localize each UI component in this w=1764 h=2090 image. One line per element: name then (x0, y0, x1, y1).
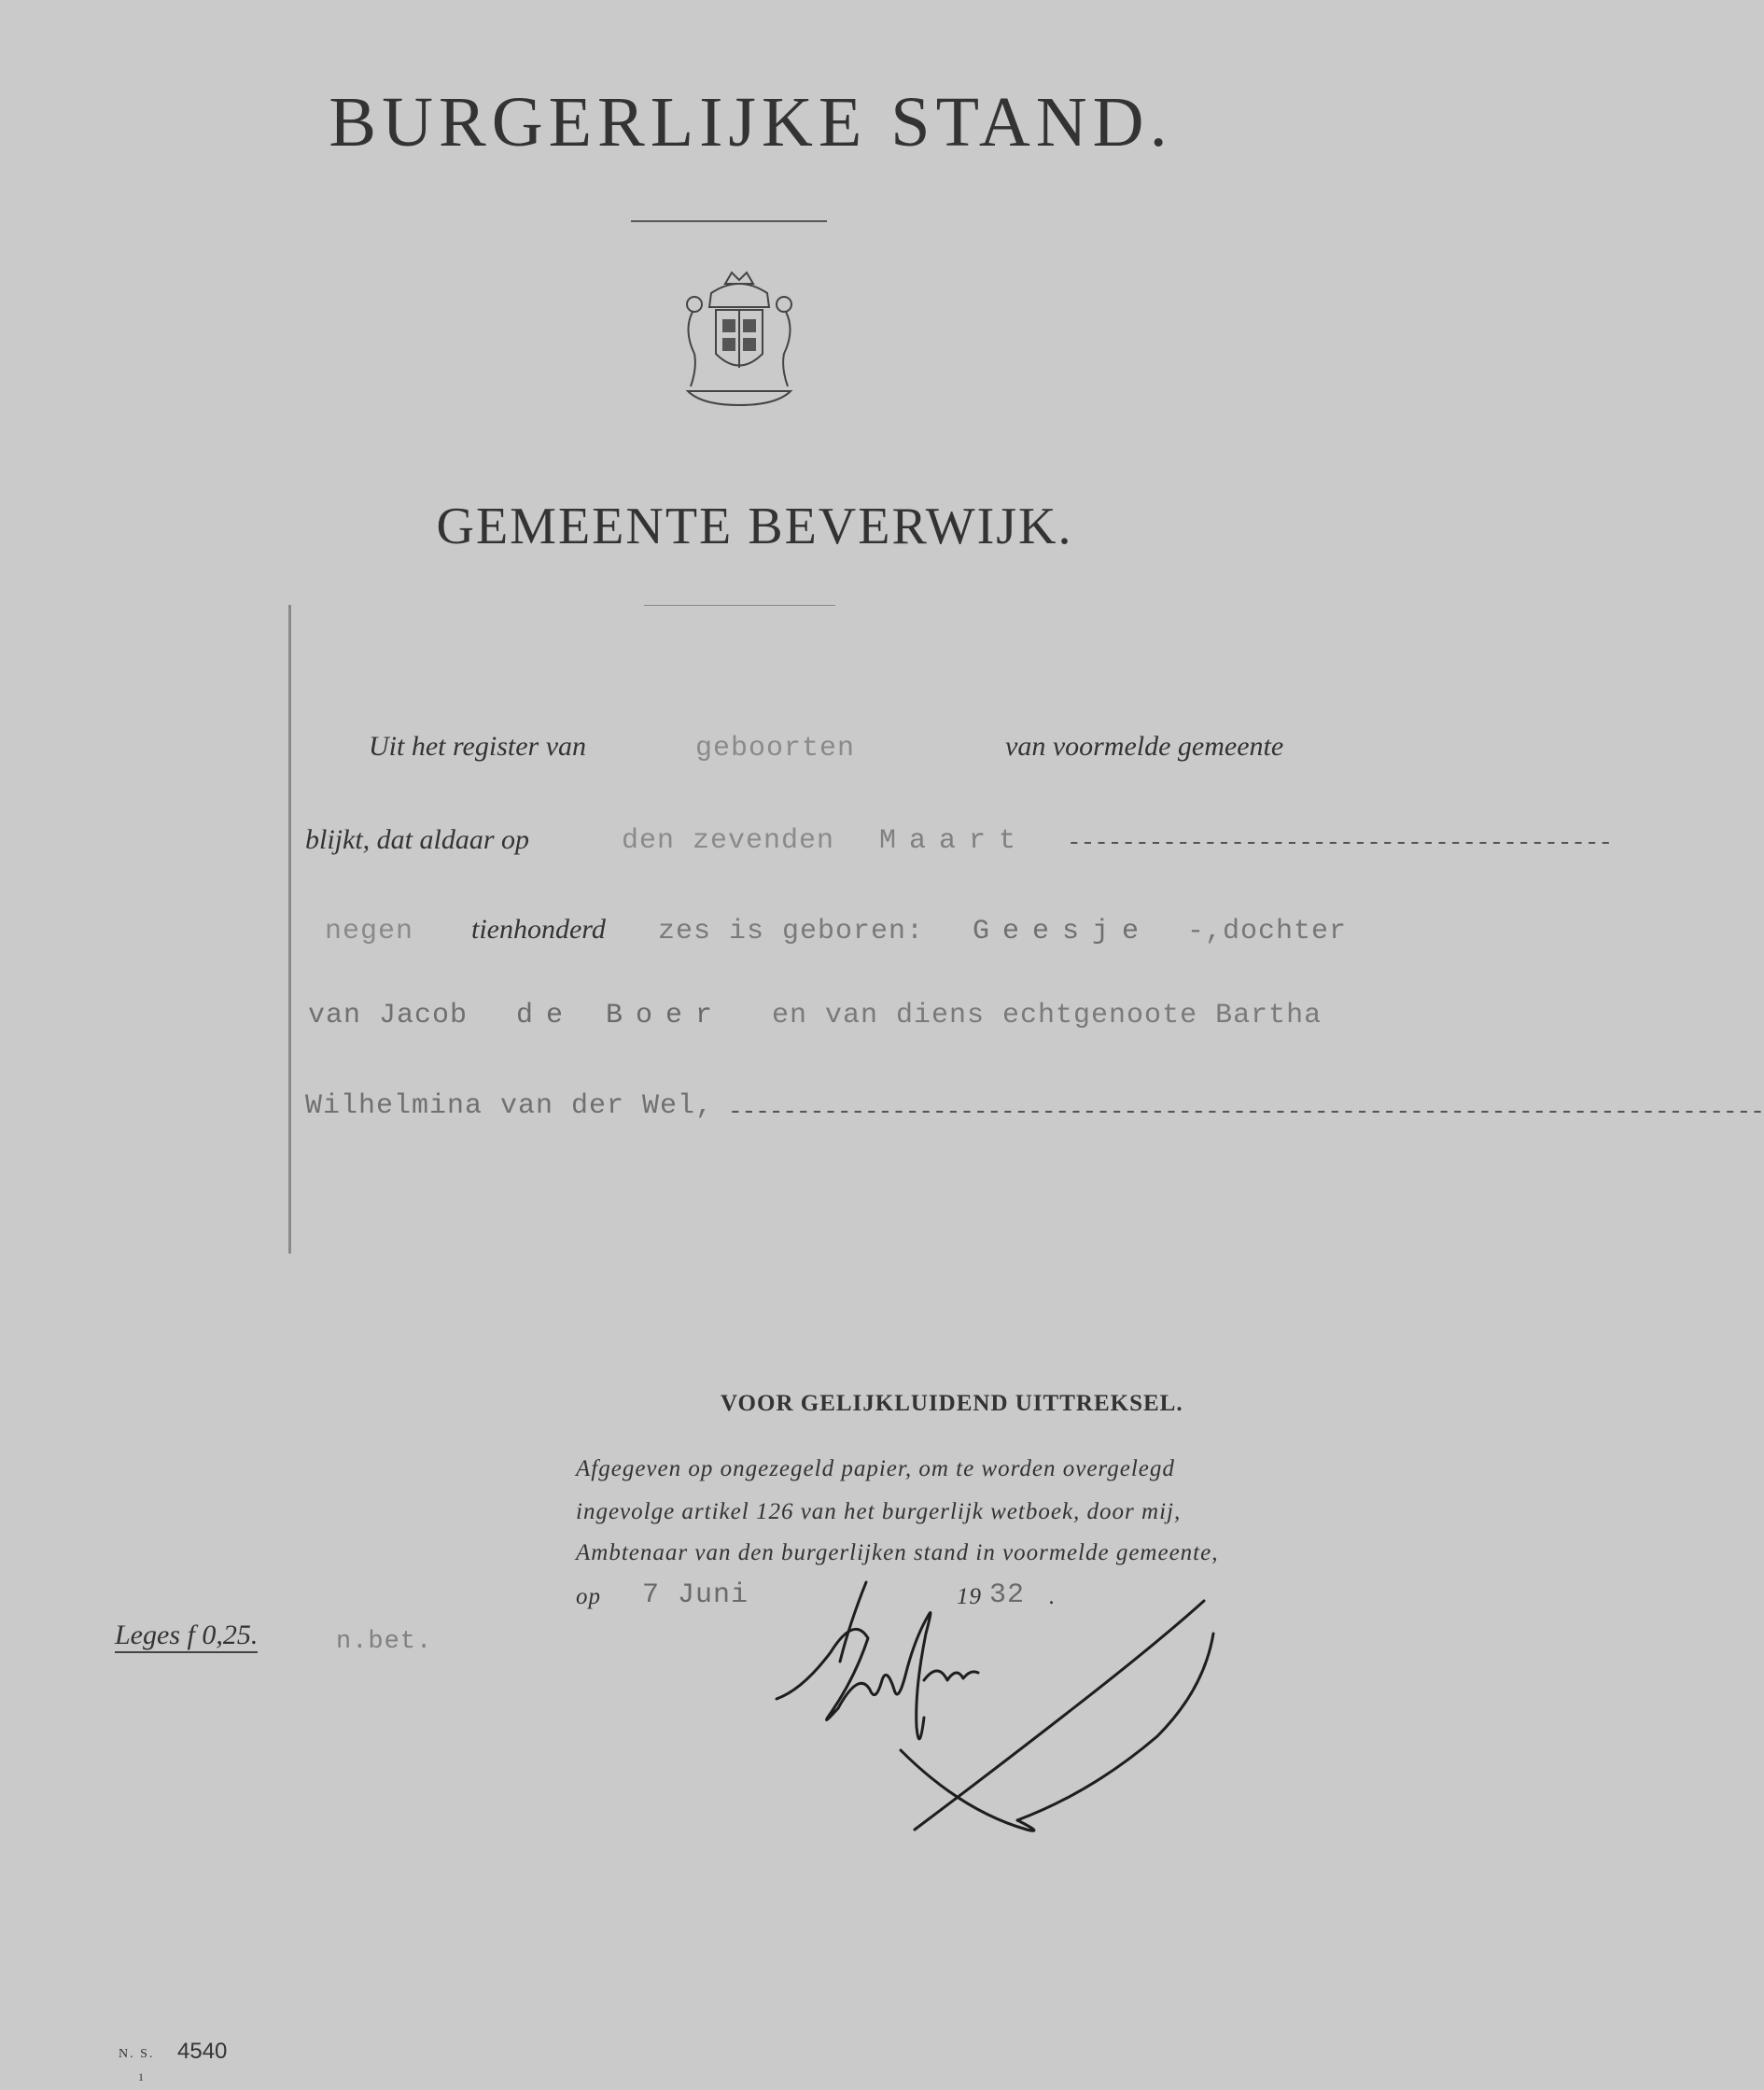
line4-surname: de Boer (516, 1000, 726, 1031)
line3-pre: tienhonderd (471, 914, 606, 945)
signature-icon (765, 1550, 1251, 1848)
municipality-title: GEMEENTE BEVERWIJK. (436, 498, 1073, 555)
line1-pre: Uit het register van (369, 731, 587, 762)
line5-dashes: ---------------------------------------------------------------------------- (728, 1098, 1764, 1126)
form-number-sub: 1 (138, 2070, 144, 2083)
title-divider (631, 220, 827, 222)
margin-line (288, 605, 291, 1254)
line3-name: Geesje (973, 916, 1153, 947)
line2-dashes: ---------------------------------------- (1067, 829, 1613, 857)
line2-month: Maart (879, 825, 1029, 857)
line4-typed2: en van diens echtgenoote Bartha (772, 1000, 1323, 1031)
line3-typed-pre: negen (325, 916, 414, 947)
certification-heading: VOOR GELIJKLUIDEND UITTREKSEL. (721, 1391, 1183, 1416)
line4-typed1: van Jacob (308, 1000, 469, 1031)
municipality-divider (644, 605, 835, 606)
year-suffix: . (1049, 1584, 1057, 1609)
fees-typed: n.bet. (336, 1628, 433, 1656)
document-title: BURGERLIJKE STAND. (329, 83, 1173, 161)
line1-post: van voormelde gemeente (1005, 731, 1284, 762)
date-prefix: op (576, 1584, 601, 1609)
date-typed: 7 Juni (642, 1579, 749, 1611)
line2-typed: den zevenden (622, 825, 835, 857)
line5-typed: Wilhelmina van der Wel, (305, 1090, 714, 1122)
year-prefix: 19 (957, 1584, 982, 1609)
year-typed: 32 (989, 1579, 1026, 1611)
certification-line-1: Afgegeven op ongezegeld papier, om te worden overgelegd (576, 1456, 1175, 1481)
fees-label: Leges f 0,25. (115, 1620, 258, 1653)
line3-typed: zes is geboren: (658, 916, 925, 947)
coat-of-arms-icon (674, 265, 805, 410)
form-number-prefix: N. S. (119, 2047, 155, 2061)
form-number: 4540 (177, 2039, 228, 2064)
certification-line-2: ingevolge artikel 126 van het burgerlijk wetboek, door mij, (576, 1499, 1182, 1524)
line1-typed: geboorten (695, 733, 856, 764)
line3-typed-post: -,dochter (1187, 916, 1348, 947)
certification-line-3: Ambtenaar van den burgerlijken stand in voormelde gemeente, (576, 1540, 1219, 1565)
line2-pre: blijkt, dat aldaar op (305, 824, 529, 855)
